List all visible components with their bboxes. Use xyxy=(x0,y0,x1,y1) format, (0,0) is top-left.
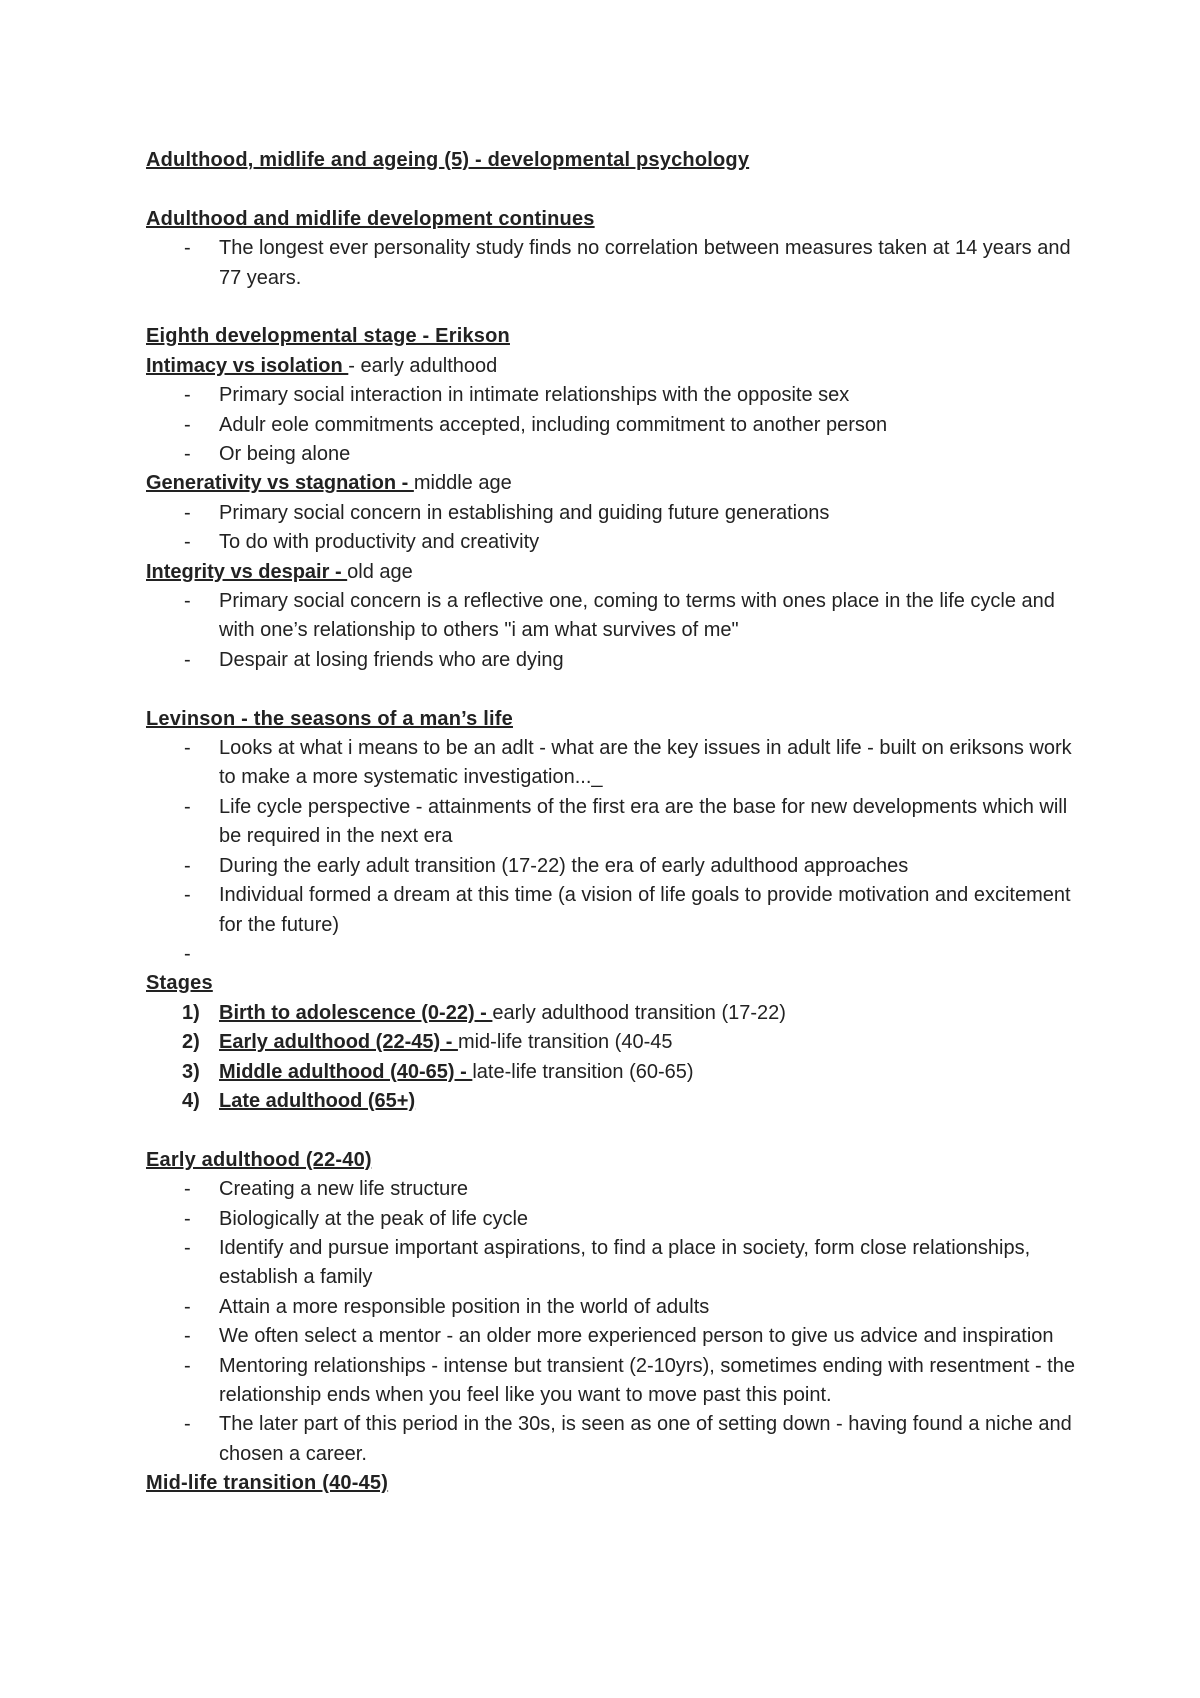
list-item: - Biologically at the peak of life cycle xyxy=(146,1205,1086,1234)
section-heading-early-adulthood: Early adulthood (22-40) xyxy=(146,1148,372,1171)
document-title: Adulthood, midlife and ageing (5) - developmental psychology xyxy=(146,149,750,171)
list-item: - During the early adult transition (17-22) the era of early adulthood approaches xyxy=(146,852,1086,881)
list-item: - Individual formed a dream at this time (a vision of life goals to provide motivation and excitement for the future) xyxy=(146,881,1086,940)
list-item: - Primary social concern in establishing and guiding future generations xyxy=(146,499,1086,528)
section-heading-levinson: Levinson - the seasons of a man’s life xyxy=(146,707,513,730)
list-item: - The longest ever personality study finds no correlation between measures taken at 14 years and 77 years. xyxy=(146,234,1086,293)
stage-text: late-life transition (60-65) xyxy=(472,1060,694,1083)
stage-text: mid-life transition (40-45 xyxy=(457,1031,673,1054)
list-number: 2) xyxy=(182,1031,200,1054)
list-item: - To do with productivity and creativity xyxy=(146,528,1086,557)
bullet-list xyxy=(146,234,1086,293)
section-heading-stages: Stages xyxy=(146,972,213,995)
bullet-list xyxy=(146,499,1086,558)
list-item: - Primary social interaction in intimate relationships with the opposite sex xyxy=(146,381,1086,410)
list-item: - Identify and pursue important aspirations, to find a place in society, form close relationships, establish a family xyxy=(146,1234,1086,1293)
subheading-intimacy xyxy=(146,352,1086,381)
subheading-text: old age xyxy=(347,560,413,583)
bullet-list xyxy=(146,587,1086,675)
section-heading-adulthood-midlife: Adulthood and midlife development continues xyxy=(146,207,595,230)
list-item xyxy=(146,1028,1086,1057)
subheading-integrity xyxy=(146,558,1086,587)
bullet-list xyxy=(146,381,1086,469)
section-heading-erikson: Eighth developmental stage - Erikson xyxy=(146,325,510,348)
bullet-list xyxy=(146,734,1086,969)
stages-list xyxy=(146,999,1086,1117)
list-item: - Life cycle perspective - attainments of the first era are the base for new developments which will be required in the next era xyxy=(146,793,1086,852)
subheading-text: middle age xyxy=(413,472,512,495)
list-item xyxy=(146,1087,1086,1116)
subheading-label: Generativity vs stagnation - xyxy=(146,472,414,495)
list-item: - Attain a more responsible position in the world of adults xyxy=(146,1293,1086,1322)
stage-label: Birth to adolescence (0-22) - xyxy=(219,1001,493,1024)
list-item-empty xyxy=(146,940,1086,969)
list-number: 4) xyxy=(182,1089,200,1112)
list-item: - Looks at what i means to be an adlt - what are the key issues in adult life - built on eriksons work to make a more systematic investigation..._ xyxy=(146,734,1086,793)
stage-label: Middle adulthood (40-65) - xyxy=(219,1060,473,1083)
section-heading-mid-life-transition: Mid-life transition (40-45) xyxy=(146,1472,389,1495)
list-item: - Or being alone xyxy=(146,440,1086,469)
document-page xyxy=(146,146,1086,1499)
list-number: 3) xyxy=(182,1060,200,1083)
subheading-label: Intimacy vs isolation xyxy=(146,354,349,377)
stage-label: Early adulthood (22-45) - xyxy=(219,1031,458,1054)
subheading-generativity xyxy=(146,469,1086,498)
stage-label: Late adulthood (65+) xyxy=(219,1089,416,1112)
list-item: - The later part of this period in the 30s, is seen as one of setting down - having found a niche and chosen a career. xyxy=(146,1410,1086,1469)
list-item: - Mentoring relationships - intense but transient (2-10yrs), sometimes ending with resentment - the relationship ends when you feel like you want to move past this point. xyxy=(146,1352,1086,1411)
stage-text: early adulthood transition (17-22) xyxy=(492,1001,786,1024)
list-item: - Creating a new life structure xyxy=(146,1175,1086,1204)
subheading-label: Integrity vs despair - xyxy=(146,560,348,583)
list-item: - We often select a mentor - an older more experienced person to give us advice and inspiration xyxy=(146,1322,1086,1351)
list-item: - Despair at losing friends who are dying xyxy=(146,646,1086,675)
list-item: - Primary social concern is a reflective one, coming to terms with ones place in the life cycle and with one’s relationship to others "i am what survives of me" xyxy=(146,587,1086,646)
list-item xyxy=(146,1058,1086,1087)
list-number: 1) xyxy=(182,1001,200,1024)
bullet-list xyxy=(146,1175,1086,1469)
list-item xyxy=(146,999,1086,1028)
list-item: - Adulr eole commitments accepted, including commitment to another person xyxy=(146,411,1086,440)
subheading-text: - early adulthood xyxy=(348,354,498,377)
